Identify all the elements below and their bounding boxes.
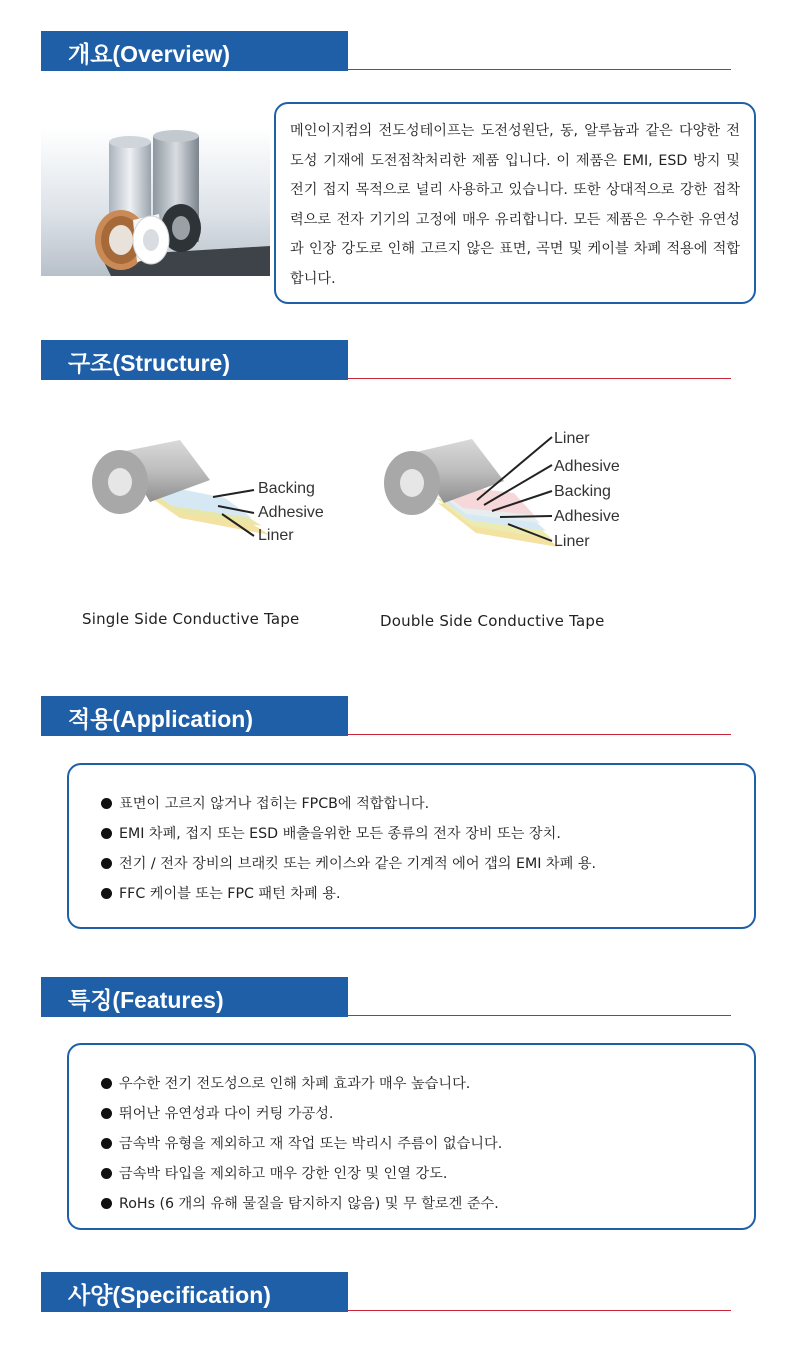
list-item-text: 금속박 타입을 제외하고 매우 강한 인장 및 인열 강도.: [119, 1166, 448, 1182]
section-rule: [348, 69, 731, 70]
list-item-text: 표면이 고르지 않거나 접히는 FPCB에 적합합니다.: [119, 796, 430, 812]
bullet-icon: [101, 1108, 112, 1119]
overview-box: [274, 102, 756, 304]
list-item: [101, 1069, 502, 1099]
single-side-tape-diagram: [80, 440, 340, 570]
bullet-icon: [101, 798, 112, 809]
label-backing: Backing: [258, 480, 315, 497]
section-rule: [348, 734, 731, 735]
list-item-text: EMI 차폐, 접지 또는 ESD 배출을위한 모든 종류의 전자 장비 또는 장치.: [119, 826, 561, 842]
section-rule: [348, 378, 731, 379]
section-title-overview: 개요(Overview): [68, 41, 231, 67]
section-rule: [348, 1015, 731, 1016]
label-adhesive: Adhesive: [258, 504, 324, 521]
section-title-specification: 사양(Specification): [68, 1282, 271, 1308]
list-item: [101, 1099, 502, 1129]
list-item-text: 전기 / 전자 장비의 브래킷 또는 케이스와 같은 기계적 에어 갭의 EMI 차폐 용.: [119, 856, 597, 872]
section-header-application: [41, 696, 731, 736]
double-side-tape-diagram: [372, 425, 632, 565]
list-item: [101, 849, 596, 879]
features-box: [67, 1043, 756, 1230]
list-item: [101, 1159, 502, 1189]
list-item-text: 금속박 유형을 제외하고 재 작업 또는 박리시 주름이 없습니다.: [119, 1136, 503, 1152]
label-liner: Liner: [258, 527, 294, 544]
backing-leader: [213, 490, 254, 497]
label-liner-bottom: Liner: [554, 533, 590, 550]
bullet-icon: [101, 1198, 112, 1209]
list-item: [101, 879, 596, 909]
caption-double-side: Double Side Conductive Tape: [380, 612, 605, 630]
list-item: [101, 789, 596, 819]
list-item: [101, 1129, 502, 1159]
product-photo: [41, 128, 270, 276]
bullet-icon: [101, 1078, 112, 1089]
label-backing: Backing: [554, 483, 611, 500]
caption-single-side: Single Side Conductive Tape: [82, 610, 300, 628]
label-adhesive-bottom: Adhesive: [554, 508, 620, 525]
application-list: [101, 789, 596, 909]
bullet-icon: [101, 858, 112, 869]
label-adhesive-top: Adhesive: [554, 458, 620, 475]
section-header-specification: [41, 1272, 731, 1312]
bullet-icon: [101, 888, 112, 899]
section-title-application: 적용(Application): [68, 706, 253, 732]
bullet-icon: [101, 828, 112, 839]
section-title-features: 특징(Features): [68, 987, 224, 1013]
tape-rolls-illustration: [41, 128, 270, 276]
section-rule: [348, 1310, 731, 1311]
application-box: [67, 763, 756, 929]
list-item: [101, 819, 596, 849]
features-list: [101, 1069, 502, 1219]
label-liner-top: Liner: [554, 430, 590, 447]
section-title-structure: 구조(Structure): [68, 350, 230, 376]
list-item-text: RoHs (6 개의 유해 물질을 탐지하지 않음) 및 무 할로겐 준수.: [119, 1196, 499, 1212]
list-item-text: FFC 케이블 또는 FPC 패턴 차폐 용.: [119, 886, 341, 902]
list-item: [101, 1189, 502, 1219]
section-header-features: [41, 977, 731, 1017]
overview-text: 메인이지컴의 전도성테이프는 도전성원단, 동, 알루늄과 같은 다양한 전도성 기재에 도전점착처리한 제품 입니다. 이 제품은 EMI, ESD 방지 및 전기 접지 목적으로 널리 사용하고 있습니다. 또한 상대적으로 강한 접착력으로 전자 기기의 고정에 매우 유리합니다. 모든 제품은 우수한 유연성과 인장 강도로 인해 고르지 않은 표면, 곡면 및 케이블 차폐 적용에 적합합니다.: [290, 123, 740, 287]
section-header-overview: [41, 31, 731, 71]
list-item-text: 우수한 전기 전도성으로 인해 차폐 효과가 매우 높습니다.: [119, 1076, 471, 1092]
bullet-icon: [101, 1138, 112, 1149]
list-item-text: 뛰어난 유연성과 다이 커팅 가공성.: [119, 1106, 334, 1122]
bullet-icon: [101, 1168, 112, 1179]
section-header-structure: [41, 340, 731, 380]
